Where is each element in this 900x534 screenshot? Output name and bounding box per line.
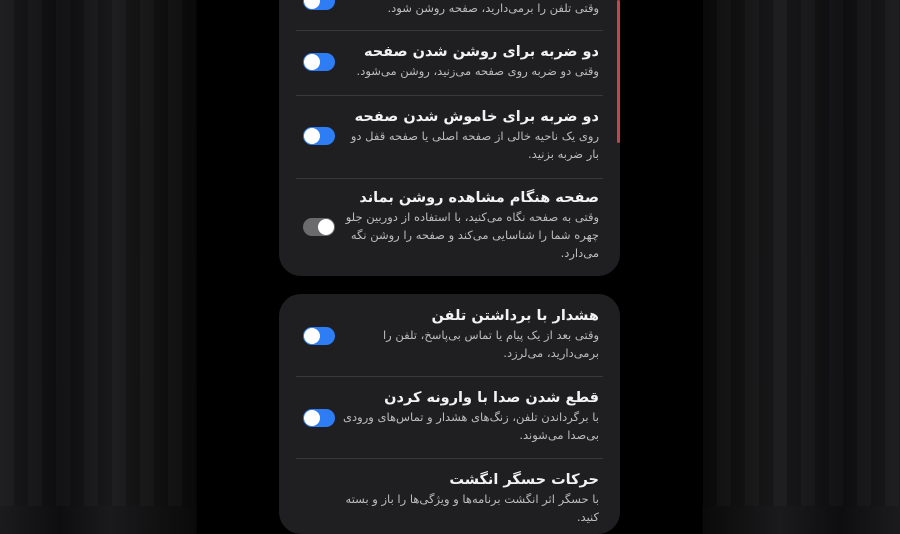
- setting-title: صفحه هنگام مشاهده روشن بماند: [359, 190, 599, 206]
- setting-title: حرکات حسگر انگشت: [449, 472, 599, 488]
- setting-description: با برگرداندن تلفن، زنگ‌های هشدار و تماس‌های ورودی بی‌صدا می‌شوند.: [343, 410, 599, 442]
- alert-when-picked-up-toggle[interactable]: [303, 327, 335, 345]
- double-tap-on-toggle[interactable]: [303, 53, 335, 71]
- settings-card-motions: [279, 294, 620, 534]
- smart-stay-toggle[interactable]: [303, 218, 335, 236]
- lift-to-wake-toggle[interactable]: [303, 0, 335, 10]
- setting-row-mute-with-gestures[interactable]: [279, 377, 620, 458]
- background-right: [703, 0, 900, 506]
- setting-row-finger-sensor-gestures[interactable]: [279, 459, 620, 524]
- setting-description: روی یک ناحیه خالی از صفحه اصلی یا صفحه قفل دو بار ضربه بزنید.: [350, 129, 599, 161]
- setting-row-alert-when-picked-up[interactable]: [279, 294, 620, 376]
- setting-title: قطع شدن صدا با وارونه کردن: [384, 390, 599, 406]
- double-tap-off-toggle[interactable]: [303, 127, 335, 145]
- background-left: [0, 0, 196, 506]
- setting-description: وقتی بعد از یک پیام یا تماس بی‌پاسخ، تلفن را برمی‌دارید، می‌لرزد.: [382, 328, 599, 360]
- mute-with-gestures-toggle[interactable]: [303, 409, 335, 427]
- phone-screen: [197, 0, 703, 524]
- setting-description: وقتی دو ضربه روی صفحه می‌زنید، روشن می‌شود.: [356, 64, 599, 78]
- toggle-knob: [304, 0, 320, 9]
- setting-title: دو ضربه برای خاموش شدن صفحه: [354, 109, 599, 125]
- setting-title: هشدار با برداشتن تلفن: [431, 308, 599, 324]
- setting-row-double-tap-on[interactable]: [279, 31, 620, 95]
- toggle-knob: [304, 128, 320, 144]
- toggle-knob: [304, 328, 320, 344]
- settings-card-screen: [279, 0, 620, 276]
- toggle-knob: [304, 410, 320, 426]
- setting-row-double-tap-off[interactable]: [279, 96, 620, 178]
- toggle-knob: [318, 219, 334, 235]
- setting-row-lift-to-wake[interactable]: [279, 0, 620, 30]
- setting-title: دو ضربه برای روشن شدن صفحه: [363, 44, 599, 60]
- setting-description: وقتی تلفن را برمی‌دارید، صفحه روشن شود.: [387, 1, 599, 15]
- setting-description: وقتی به صفحه نگاه می‌کنید، با استفاده از دوربین جلو چهره شما را شناسایی می‌کند و صفحه را روشن نگه می‌دارد.: [345, 210, 599, 260]
- toggle-knob: [304, 54, 320, 70]
- setting-description: با حسگر اثر انگشت برنامه‌ها و ویژگی‌ها را باز و بسته کنید.: [345, 492, 599, 524]
- setting-row-smart-stay[interactable]: [279, 179, 620, 276]
- scroll-indicator: [617, 0, 620, 143]
